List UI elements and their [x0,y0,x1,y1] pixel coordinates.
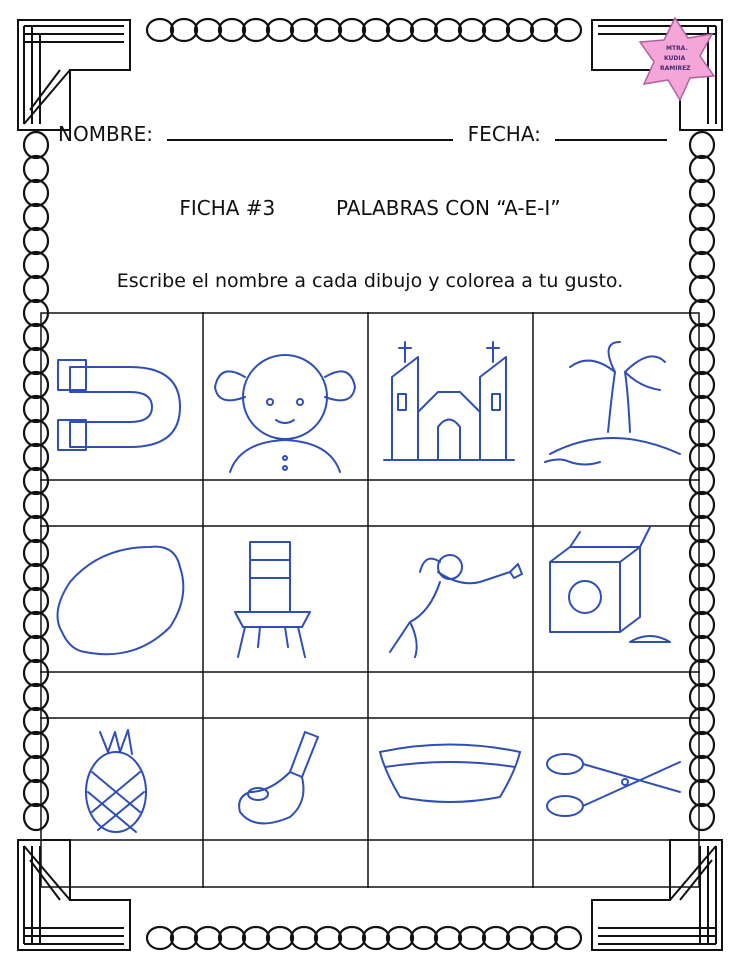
border-ring [507,19,533,41]
border-ring [339,927,365,949]
border-ring [147,927,173,949]
grid-lines [40,312,700,888]
border-ring [435,19,461,41]
sheet-number: FICHA #3 [179,196,276,220]
border-ring [339,19,365,41]
border-ring [555,19,581,41]
border-ring [690,156,714,182]
pipa-icon [239,732,318,823]
border-ring [459,927,485,949]
border-ring [171,927,197,949]
instruction-text: Escribe el nombre a cada dibujo y colorea a tu gusto. [116,270,624,292]
border-ring [147,19,173,41]
border-ring [219,19,245,41]
border-ring [690,228,714,254]
border-ring [531,927,557,949]
name-label: NOMBRE: [58,122,153,146]
teacher-stamp [640,18,714,100]
date-blank[interactable] [555,138,667,141]
tina-icon [380,745,520,803]
border-ring [483,19,509,41]
border-ring [219,927,245,949]
semillas-icon [550,527,670,642]
silla-icon [235,542,310,657]
isla-icon [545,342,680,465]
border-ring [171,19,197,41]
name-blank[interactable] [167,138,453,141]
date-label: FECHA: [467,122,541,146]
stamp-line-2: KUDIA [664,55,686,62]
nina-icon [215,355,355,472]
border-ring [195,19,221,41]
sirena-icon [390,555,522,657]
border-ring [507,927,533,949]
border-ring [24,156,48,182]
border-ring [411,927,437,949]
stamp-line-3: RAMIREZ [660,65,691,72]
border-ring [531,19,557,41]
border-ring [291,19,317,41]
sheet-topic: PALABRAS CON “A-E-I” [335,196,561,220]
border-ring [267,927,293,949]
corner-block-top-left [18,20,130,130]
border-ring [243,927,269,949]
border-ring [363,927,389,949]
border-ring [195,927,221,949]
border-ring [363,19,389,41]
border-ring [459,19,485,41]
stamp-line-1: MTRA. [666,45,688,52]
border-ring [24,132,48,158]
border-ring [555,927,581,949]
worksheet-grid [40,312,700,888]
border-ring [243,19,269,41]
border-ring [291,927,317,949]
pina-icon [86,730,146,832]
tijeras-icon [547,754,680,816]
border-ring [267,19,293,41]
border-ring [315,927,341,949]
border-ring [24,228,48,254]
border-ring [411,19,437,41]
border-ring [387,19,413,41]
iman-icon [58,360,180,450]
name-date-line [58,122,667,146]
border-ring [387,927,413,949]
border-ring [483,927,509,949]
sheet-title [0,196,740,220]
border-ring [315,19,341,41]
iglesia-icon [384,342,514,460]
limon-icon [58,547,184,655]
border-ring [435,927,461,949]
border-ring [690,132,714,158]
